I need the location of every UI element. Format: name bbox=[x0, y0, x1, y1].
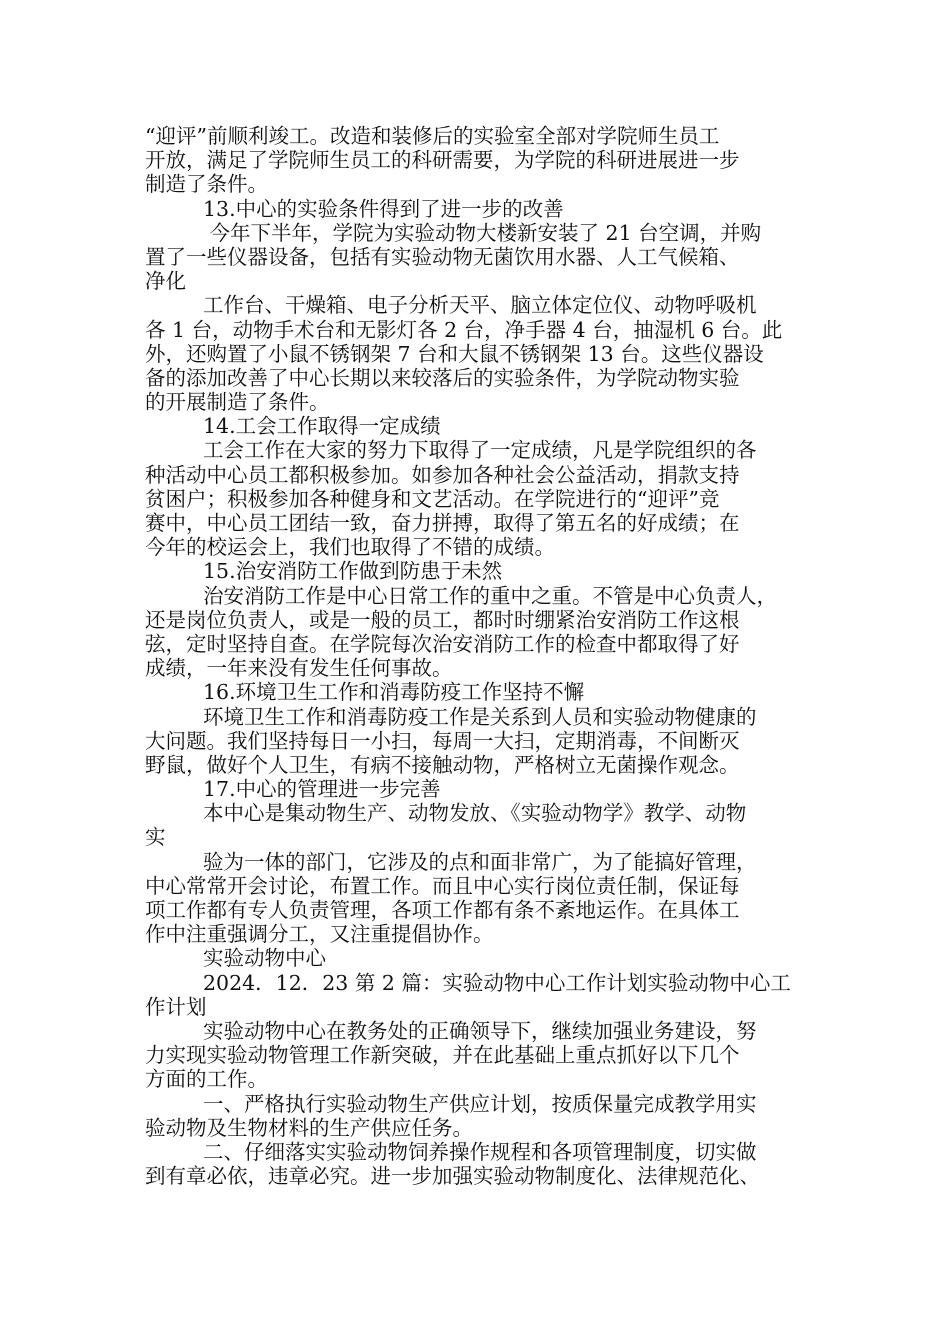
text-line: 治安消防工作是中心日常工作的重中之重。不管是中心负责人， bbox=[203, 583, 777, 608]
text-line: 16.环境卫生工作和消毒防疫工作坚持不懈 bbox=[203, 680, 585, 705]
text-line: 力实现实验动物管理工作新突破，并在此基础上重点抓好以下几个 bbox=[145, 1043, 740, 1068]
text-line: 的开展制造了条件。 bbox=[145, 390, 330, 415]
text-line: 二、仔细落实实验动物饲养操作规程和各项管理制度，切实做 bbox=[203, 1139, 757, 1164]
text-line: 还是岗位负责人，或是一般的员工，都时时绷紧治安消防工作这根 bbox=[145, 607, 740, 632]
text-line: 中心常常开会讨论，布置工作。而且中心实行岗位责任制，保证每 bbox=[145, 873, 740, 898]
text-line: 项工作都有专人负责管理，各项工作都有条不紊地运作。在具体工 bbox=[145, 898, 740, 922]
text-line: 开放，满足了学院师生员工的科研需要，为学院的科研进展进一步 bbox=[145, 148, 740, 173]
text-line: 成绩，一年来没有发生任何事故。 bbox=[145, 656, 453, 681]
text-line: 方面的工作。 bbox=[145, 1067, 268, 1092]
text-line: 净化 bbox=[145, 269, 186, 294]
text-line: 本中心是集动物生产、动物发放、《实验动物学》教学、动物 bbox=[203, 801, 747, 826]
text-line: 环境卫生工作和消毒防疫工作是关系到人员和实验动物健康的 bbox=[203, 704, 757, 729]
text-line: 工会工作在大家的努力下取得了一定成绩，凡是学院组织的各 bbox=[203, 438, 757, 463]
text-line: 13.中心的实验条件得到了进一步的改善 bbox=[203, 196, 564, 221]
text-line: 14.工会工作取得一定成绩 bbox=[203, 414, 441, 439]
text-line: 弦，定时坚持自查。在学院每次治安消防工作的检查中都取得了好 bbox=[145, 631, 740, 656]
text-line: 实验动物中心在教务处的正确领导下，继续加强业务建设，努 bbox=[203, 1018, 757, 1043]
text-line: 一、严格执行实验动物生产供应计划，按质保量完成教学用实 bbox=[203, 1091, 757, 1116]
document-page bbox=[145, 124, 815, 1188]
text-line: 贫困户；积极参加各种健身和文艺活动。在学院进行的“迎评”竞 bbox=[145, 486, 720, 511]
text-line: 各 1 台，动物手术台和无影灯各 2 台，净手器 4 台，抽湿机 6 台。此 bbox=[145, 317, 783, 342]
text-line: “迎评”前顺利竣工。改造和装修后的实验室全部对学院师生员工 bbox=[145, 124, 720, 148]
text-line: 备的添加改善了中心长期以来较落后的实验条件，为学院动物实验 bbox=[145, 365, 740, 390]
text-line: 验动物及生物材料的生产供应任务。 bbox=[145, 1115, 473, 1140]
text-line: 实验动物中心 bbox=[203, 946, 326, 971]
text-line: 17.中心的管理进一步完善 bbox=[203, 777, 441, 802]
text-line: 作中注重强调分工，又注重提倡协作。 bbox=[145, 922, 494, 947]
text-line: 到有章必依，违章必究。进一步加强实验动物制度化、法律规范化、 bbox=[145, 1164, 760, 1189]
text-line: 实 bbox=[145, 825, 166, 850]
text-line: 2024．12．23 第 2 篇：实验动物中心工作计划实验动物中心工 bbox=[203, 970, 791, 995]
text-line: 15.治安消防工作做到防患于未然 bbox=[203, 559, 503, 584]
text-line: 今年的校运会上，我们也取得了不错的成绩。 bbox=[145, 535, 555, 560]
text-line: 种活动中心员工都积极参加。如参加各种社会公益活动，捐款支持 bbox=[145, 462, 740, 487]
text-line: 置了一些仪器设备，包括有实验动物无菌饮用水器、人工气候箱、 bbox=[145, 244, 740, 269]
text-line: 大问题。我们坚持每日一小扫，每周一大扫，定期消毒，不间断灭 bbox=[145, 728, 740, 753]
text-line: 赛中，中心员工团结一致，奋力拼搏，取得了第五名的好成绩；在 bbox=[145, 511, 740, 535]
text-line: 验为一体的部门，它涉及的点和面非常广，为了能搞好管理， bbox=[203, 849, 757, 874]
text-line: 野鼠，做好个人卫生，有病不接触动物，严格树立无菌操作观念。 bbox=[145, 752, 740, 777]
text-line: 工作台、干燥箱、电子分析天平、脑立体定位仪、动物呼吸机 bbox=[203, 293, 757, 318]
text-line: 今年下半年，学院为实验动物大楼新安装了 21 台空调，并购 bbox=[203, 220, 762, 245]
text-line: 外，还购置了小鼠不锈钢架 7 台和大鼠不锈钢架 13 台。这些仪器设 bbox=[145, 341, 764, 366]
text-line: 制造了条件。 bbox=[145, 172, 268, 197]
text-line: 作计划 bbox=[145, 994, 207, 1019]
